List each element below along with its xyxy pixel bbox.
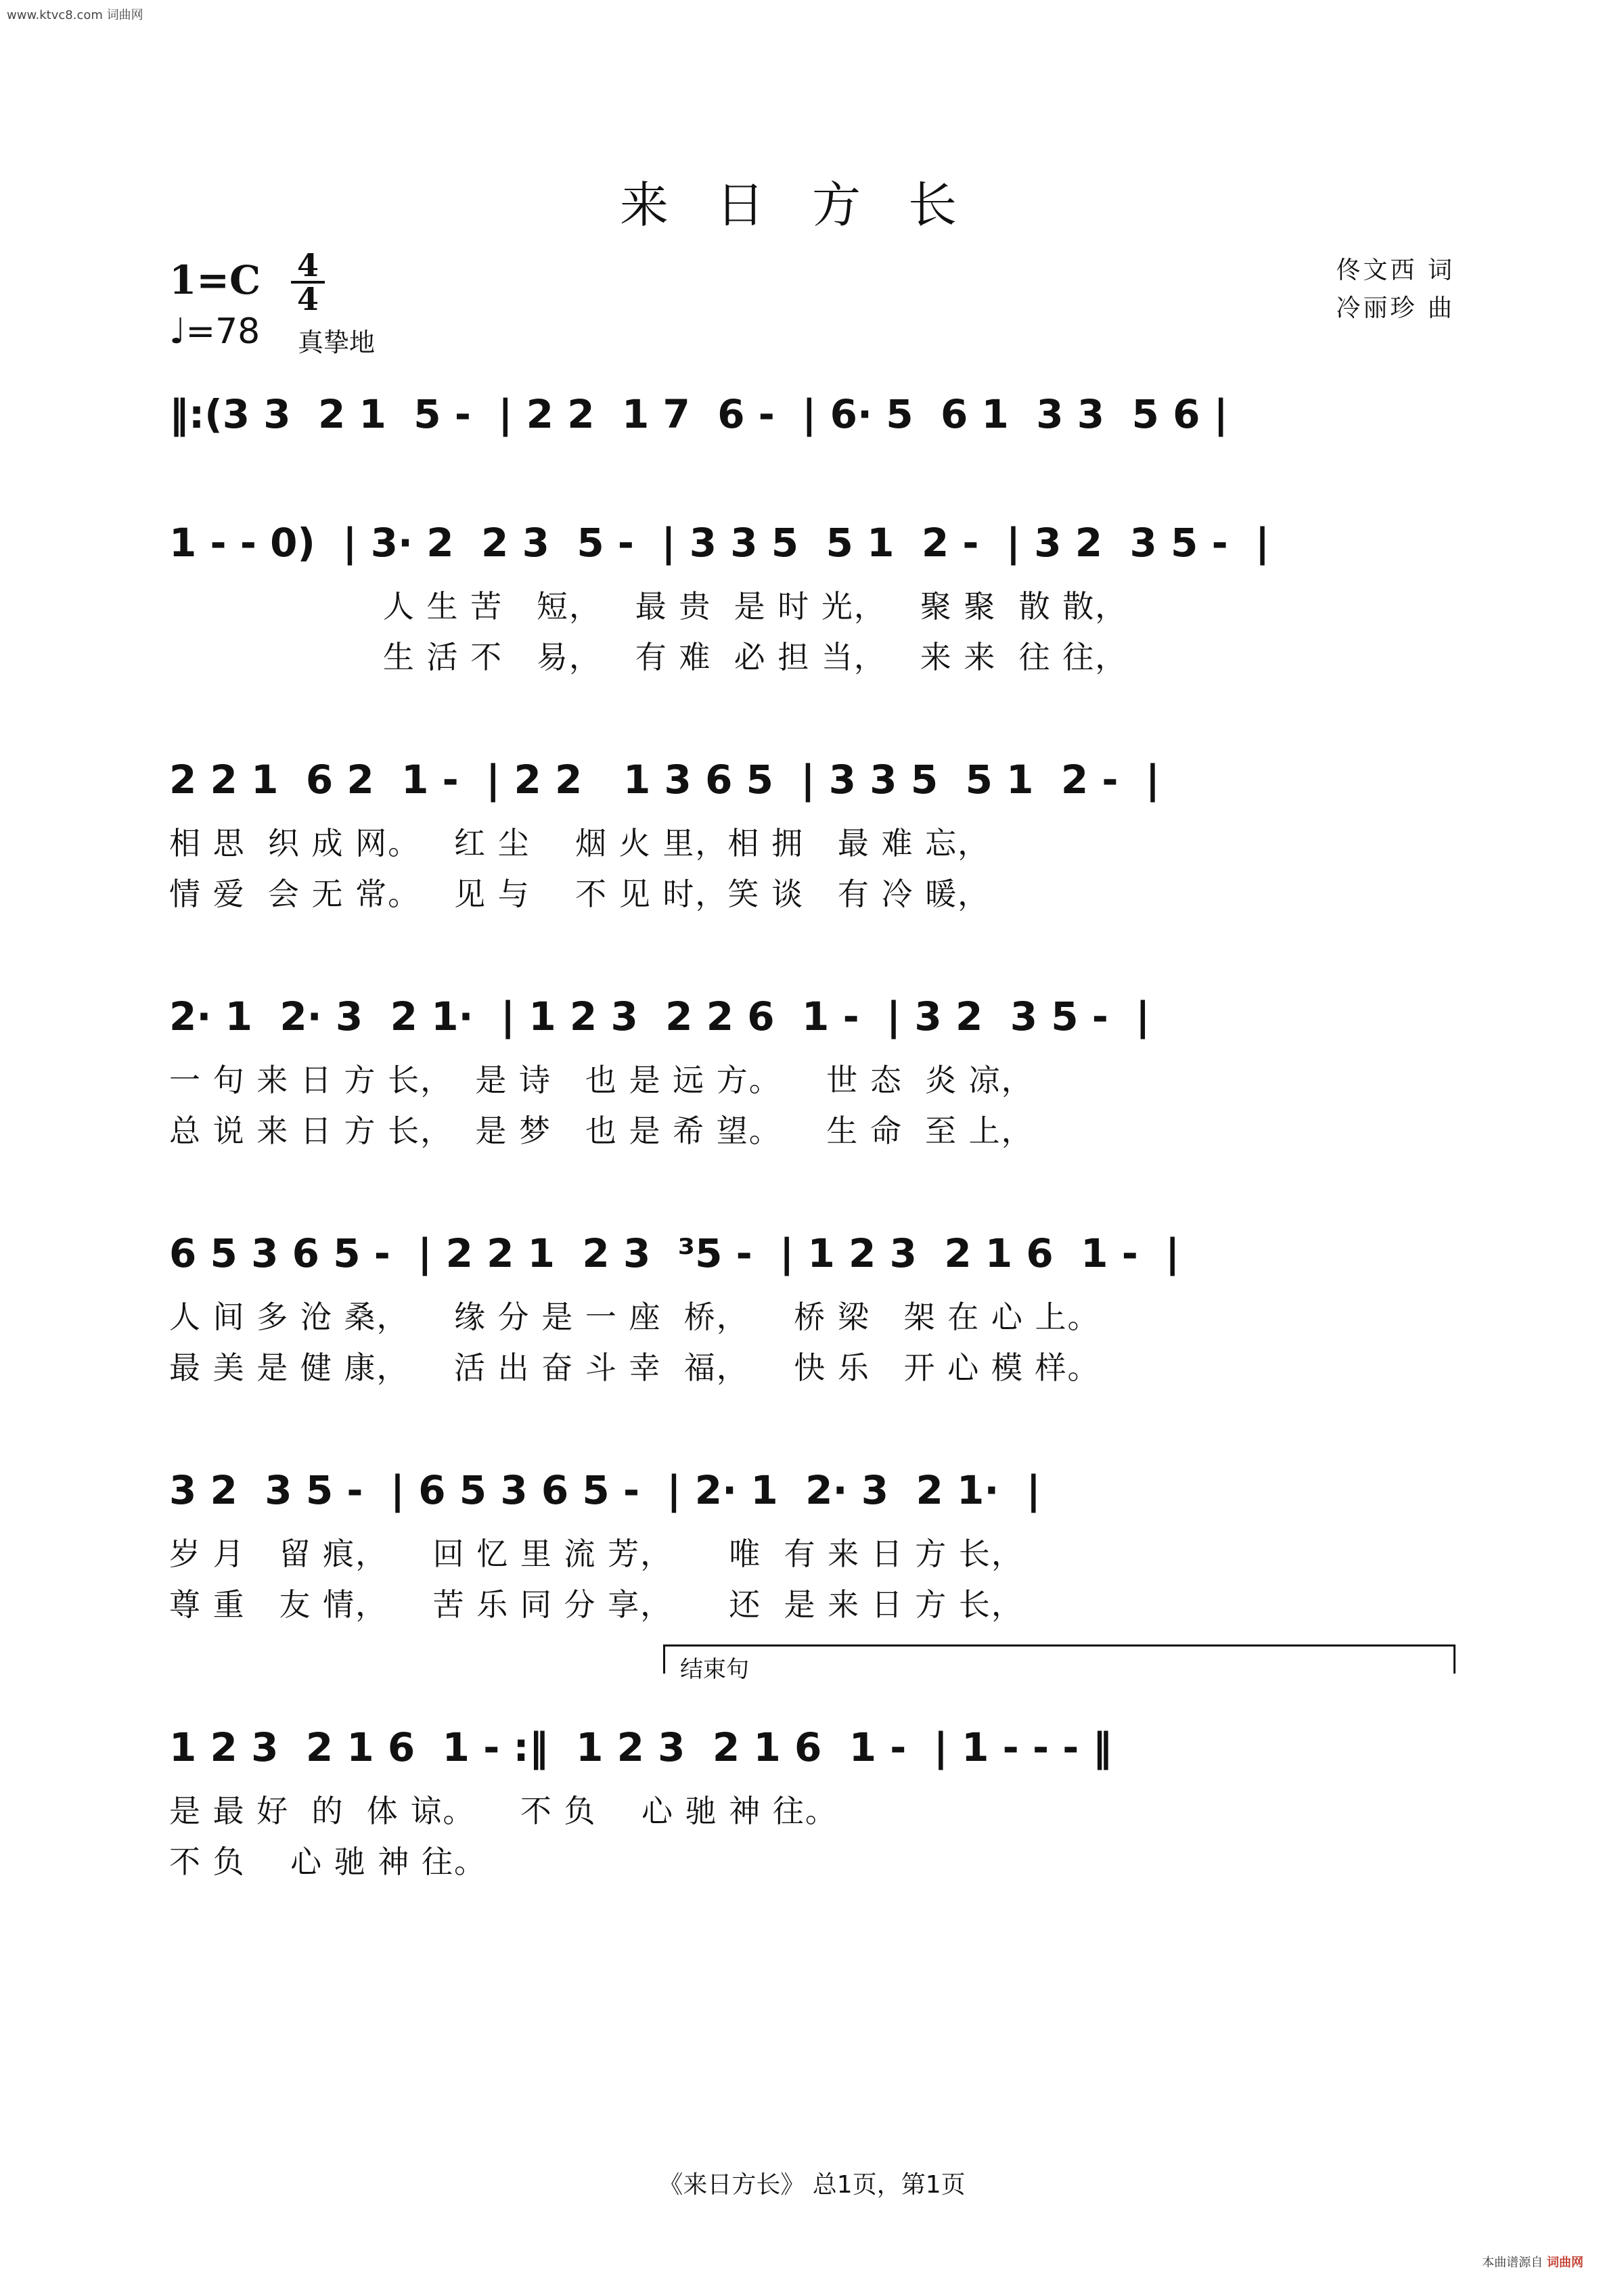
lyric-line-verse-1: 一 句 来 日 方 长， 是 诗 也 是 远 方。 世 态 炎 凉， <box>169 1062 1034 1098</box>
lyric-line-verse-1: 人 间 多 沧 桑， 缘 分 是 一 座 桥， 桥 梁 架 在 心 上。 <box>169 1299 1100 1335</box>
song-title: 来日方长 <box>619 177 1004 233</box>
lyric-line-verse-2: 尊 重 友 情， 苦 乐 同 分 享， 还 是 来 日 方 长， <box>169 1586 1024 1623</box>
source-note <box>1482 2253 1583 2270</box>
expression-marking: 真挚地 <box>298 328 376 357</box>
source-note-text: 本曲谱源自 <box>1482 2256 1543 2270</box>
lyric-line-verse-1: 是 最 好 的 体 谅。 不 负 心 驰 神 往。 <box>169 1793 838 1829</box>
key-signature: 1=C <box>169 257 261 303</box>
time-signature-bottom: 4 <box>296 281 319 317</box>
site-label: www.ktvc8.com 词曲网 <box>7 8 143 22</box>
notation-line: ‖:(3 3 2 1 5 - | 2 2 1 7 6 - | 6· 5 6 1 3 3 5 6 | <box>169 391 1228 437</box>
notation-line: 1 - - 0) | 3· 2 2 3 5 - | 3 3 5 5 1 2 - | 3 2 3 5 - | <box>169 520 1270 566</box>
lyric-line-verse-2: 总 说 来 日 方 长， 是 梦 也 是 希 望。 生 命 至 上， <box>169 1113 1034 1149</box>
composer-credit: 冷丽珍 曲 <box>1336 294 1455 322</box>
lyric-line-verse-1: 相 思 织 成 网。 红 尘 烟 火 里，相 拥 最 难 忘， <box>169 825 991 861</box>
time-signature <box>291 247 325 317</box>
lyricist-credit: 佟文西 词 <box>1336 256 1455 284</box>
page-footer: 《来日方长》 总1页，第1页 <box>658 2171 966 2199</box>
time-signature-top: 4 <box>296 247 319 284</box>
watermark-strip-right <box>1597 0 1615 2284</box>
lyric-line-verse-2: 生 活 不 易， 有 难 必 担 当， 来 来 往 往， <box>169 639 1128 675</box>
ending-bracket <box>663 1644 1456 1683</box>
lyric-line-verse-2: 最 美 是 健 康， 活 出 奋 斗 幸 福， 快 乐 开 心 模 样。 <box>169 1349 1100 1386</box>
notation-line: 3 2 3 5 - | 6 5 3 6 5 - | 2· 1 2· 3 2 1· | <box>169 1467 1041 1513</box>
ending-label: 结束句 <box>680 1656 749 1683</box>
source-brand: 词曲网 <box>1547 2256 1583 2270</box>
credits <box>1336 252 1455 328</box>
notation-line: 2 2 1 6 2 1 - | 2 2 1 3 6 5 | 3 3 5 5 1 2 - | <box>169 757 1160 803</box>
lyric-line-verse-2: 不 负 心 驰 神 往。 <box>169 1843 487 1880</box>
lyric-line-verse-1: 人 生 苦 短， 最 贵 是 时 光， 聚 聚 散 散， <box>169 588 1128 625</box>
lyric-line-verse-2: 情 爱 会 无 常。 见 与 不 见 时，笑 谈 有 冷 暖， <box>169 876 991 912</box>
notation-line: 1 2 3 2 1 6 1 - :‖ 1 2 3 2 1 6 1 - | 1 - - - ‖ <box>169 1724 1112 1770</box>
lyric-line-verse-1: 岁 月 留 痕， 回 忆 里 流 芳， 唯 有 来 日 方 长， <box>169 1536 1024 1572</box>
notation-line: 2· 1 2· 3 2 1· | 1 2 3 2 2 6 1 - | 3 2 3 5 - | <box>169 993 1150 1039</box>
watermark-strip-left <box>8 0 26 2284</box>
tempo-marking: ♩=78 <box>169 311 261 352</box>
notation-line: 6 5 3 6 5 - | 2 2 1 2 3 ³5 - | 1 2 3 2 1 6 1 - | <box>169 1230 1180 1276</box>
